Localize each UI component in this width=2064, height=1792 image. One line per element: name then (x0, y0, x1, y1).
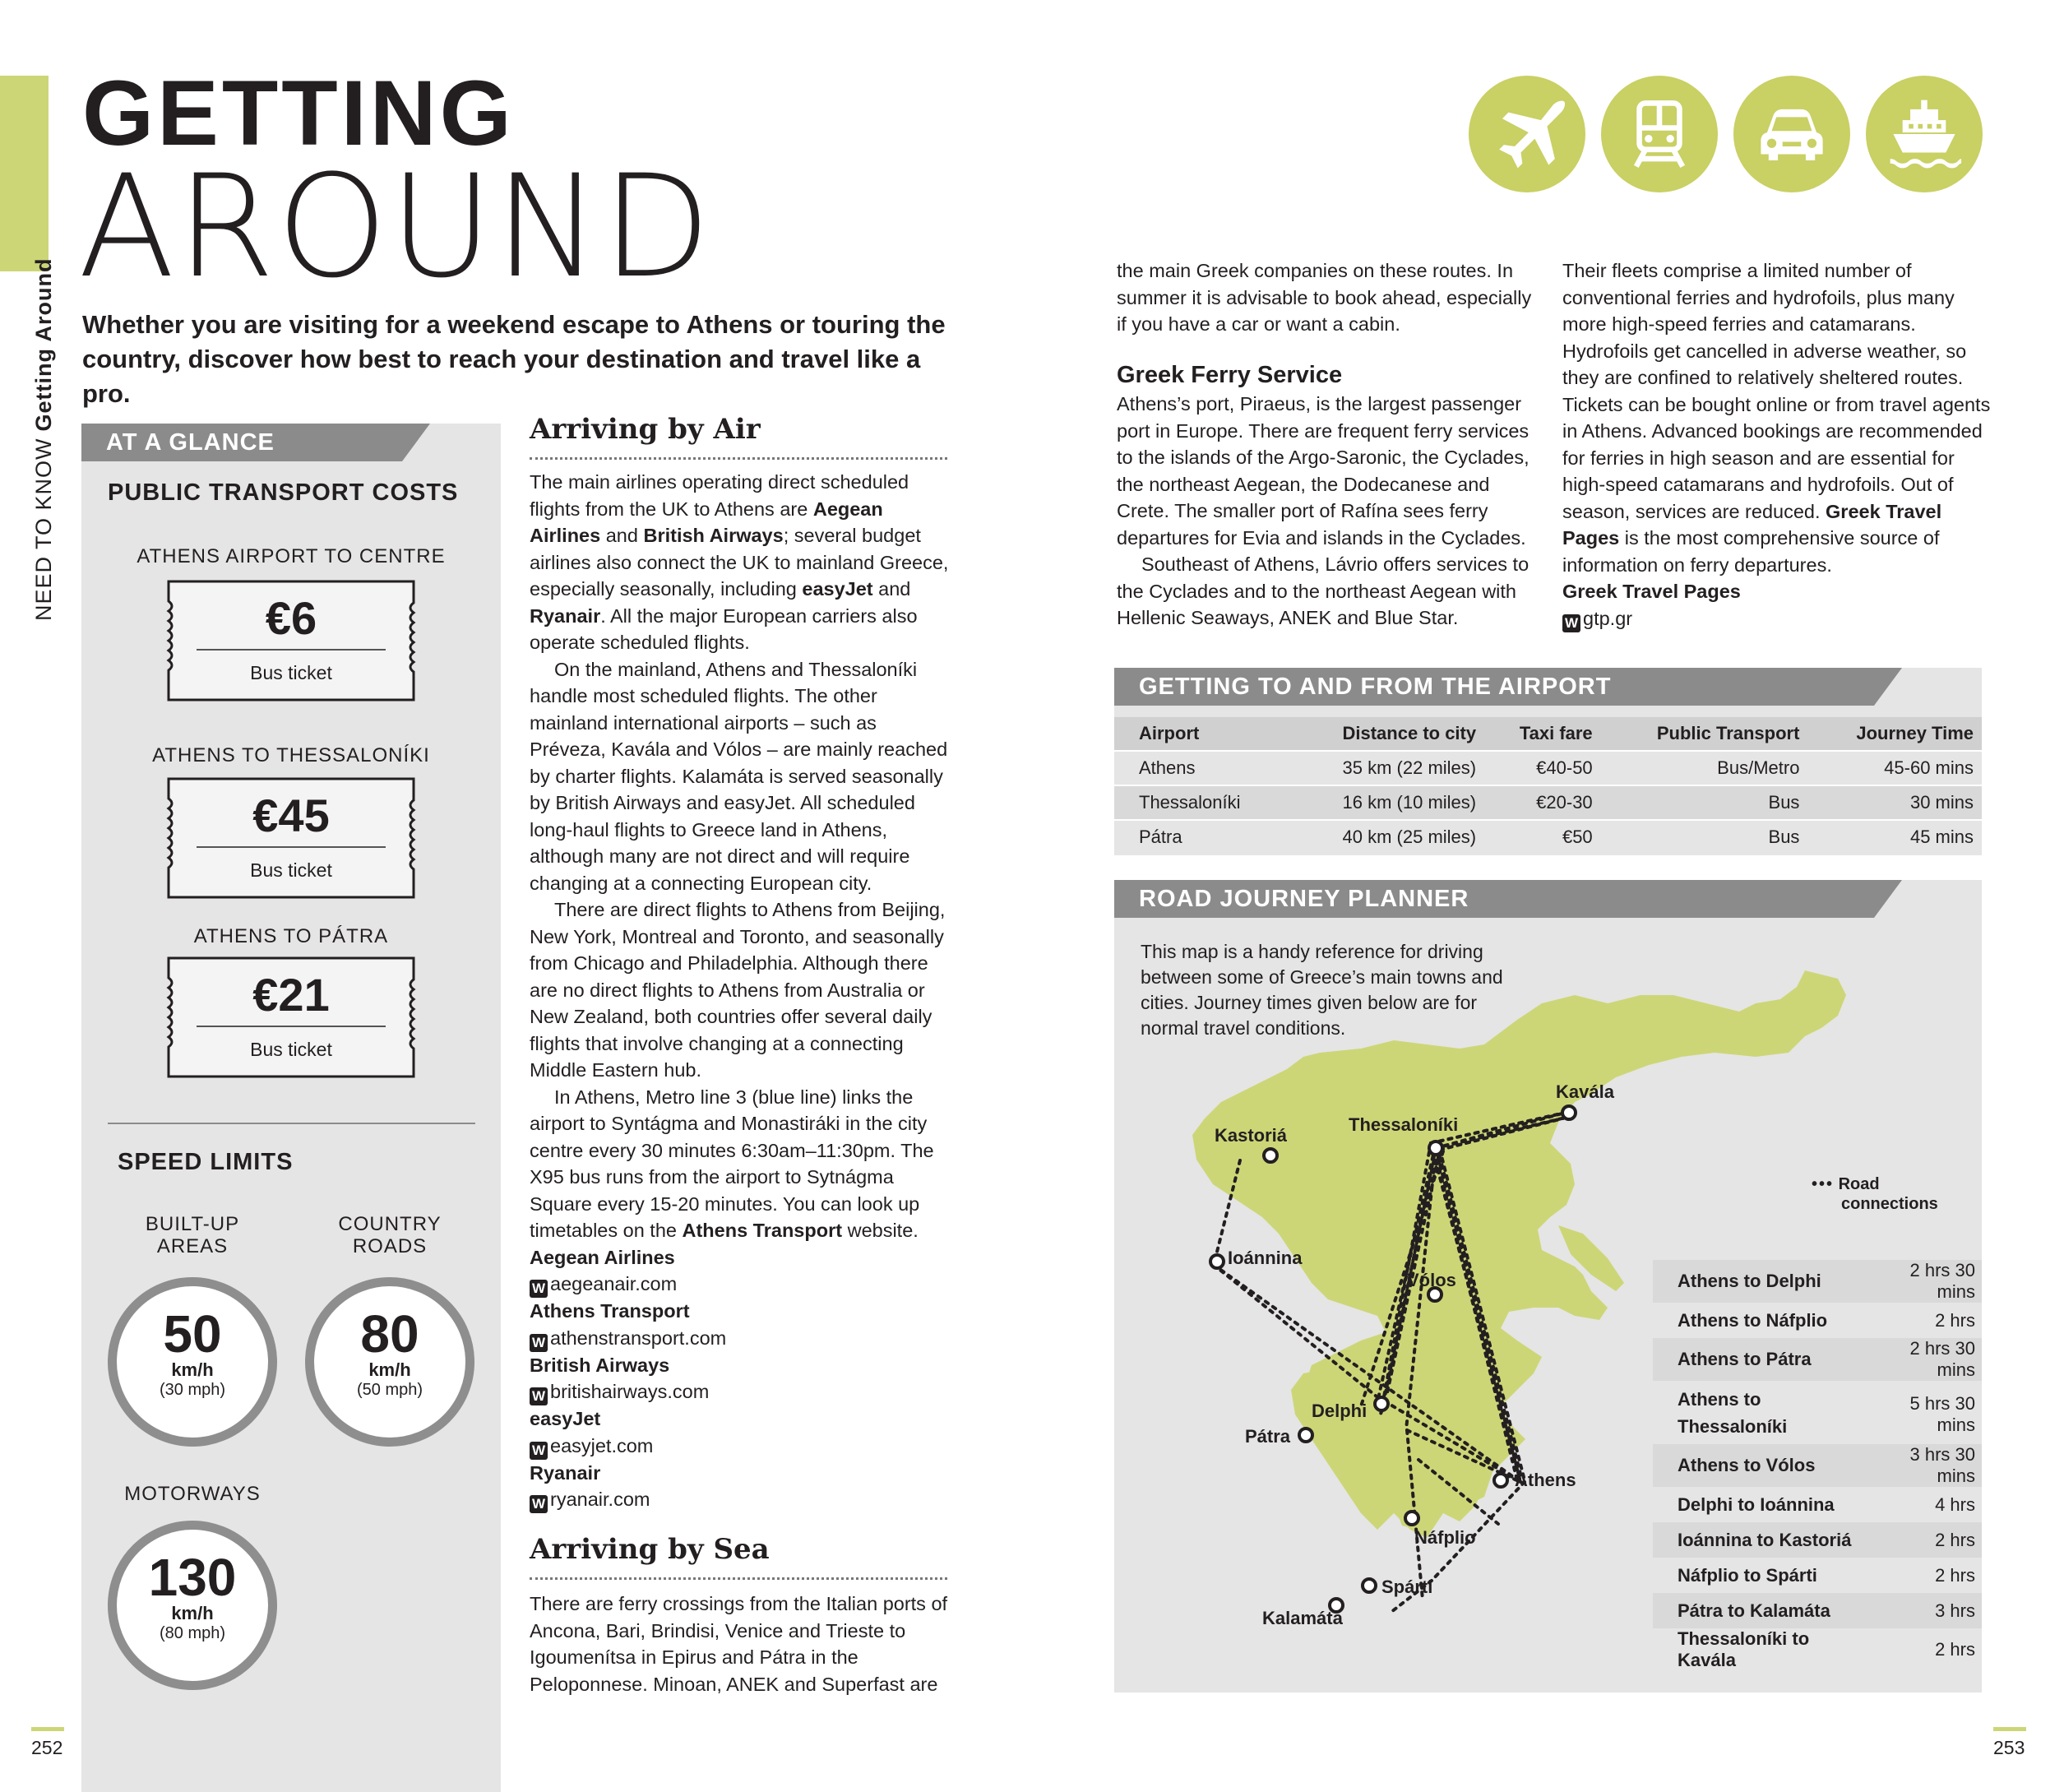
page-title-line1: GETTING (82, 62, 515, 164)
speed-label-line1: COUNTRY (338, 1213, 442, 1235)
legend-line-1: ••• Road (1812, 1175, 1880, 1193)
sea-body: There are ferry crossings from the Italian ports of Ancona, Bari, Brindisi, Venice and Trieste to Igoumenítsa in Epirus and Pátra in the Peloponnese. Minoan, ANEK and Superfast are (530, 1593, 948, 1695)
air-paragraph-2: On the mainland, Athens and Thessaloníki handle most scheduled flights. The other mainland international airports – such as Préveza, Kavála and Vólos – are mainly reached by charter flights. Kalamáta is served seasonally by British Airways and easyJet. All scheduled long-haul flights to Greece land in Athens, although many are not direct and will require changing at a connecting European city. (530, 658, 948, 894)
sea-body-cont: the main Greek companies on these routes. In summer it is advisable to book ahead, especially if you have a car or want a cabin. (1117, 260, 1532, 335)
road-intro: This map is a handy reference for driving between some of Greece’s main towns and cities. Journey times given below are for normal travel conditions. (1141, 941, 1503, 1039)
plane-icon (1469, 76, 1585, 192)
column-header: Airport (1114, 717, 1289, 751)
web-icon: W (530, 1387, 548, 1405)
section-part1: NEED TO KNOW (31, 438, 56, 621)
city-label-delphi: Delphi (1312, 1401, 1368, 1421)
airport-table (1114, 717, 1982, 854)
dotted-line-icon: ••• (1812, 1175, 1835, 1193)
city-label-nafplio: Náfplio (1414, 1527, 1476, 1548)
speed-unit: km/h (171, 1359, 214, 1380)
city-marker-patra (1299, 1429, 1312, 1442)
ticket-divider (197, 846, 386, 848)
city-label-sparti: Spárti (1381, 1577, 1433, 1597)
table-row: Ioánnina to Kastoriá 2 hrs (1653, 1522, 1982, 1558)
air-paragraph-1: The main airlines operating direct scheduled flights from the UK to Athens are Aegean Airlines and British Airways; several budget airlines also connect the UK to mainland Greece, especially seasonally, including easyJet and Ryanair. All the major European carriers also operate scheduled flights. (530, 471, 949, 653)
link-name-ryanair: Ryanair (530, 1461, 601, 1484)
ticket-price-1: €6 (265, 592, 317, 644)
ticket-label-1: Bus ticket (250, 662, 332, 683)
sea-title-rule (530, 1577, 947, 1580)
speed-label-line2: AREAS (156, 1235, 229, 1257)
table-header-row (1114, 717, 1982, 751)
table-row: Pátra 40 km (25 miles) €50 Bus 45 mins (1114, 820, 1982, 854)
speed-value: 80 (360, 1304, 419, 1364)
web-icon: W (530, 1495, 548, 1513)
section-part2: Getting Around (31, 257, 56, 432)
ferry-paragraph-3: Their fleets comprise a limited number of conventional ferries and hydrofoils, plus many more high-speed ferries and catamarans. Hydrofoils get cancelled in adverse weather, so they are confined to relatively sheltered routes. Tickets can be bought online or from travel agents in Athens. Advanced bookings are recommended for ferries in high season and are essential for high-speed catamarans and hydrofoils. Out of season, services are reduced. Greek Travel Pages is the most comprehensive source of information on ferry departures. (1562, 260, 1991, 576)
column-header: Taxi fare (1484, 717, 1601, 751)
city-marker-athens (1494, 1474, 1507, 1487)
link-name-gtp: Greek Travel Pages (1562, 581, 1741, 602)
table-row: Pátra to Kalamáta 3 hrs (1653, 1593, 1982, 1628)
ticket-route-2: ATHENS TO THESSALONÍKI (152, 744, 430, 766)
air-paragraph-4: In Athens, Metro line 3 (blue line) links the airport to Syntágma and Monastiráki in the city centre every 30 minutes 6:30am–11:30pm. The X95 bus runs from the airport to Sytnágma Square every 15-20 minutes. You can look up timetables on the Athens Transport website. (530, 1086, 934, 1241)
sea-title: Arriving by Sea (530, 1533, 770, 1566)
legend-line-2: connections (1841, 1195, 1938, 1213)
web-icon: W (530, 1442, 548, 1460)
ticket-2 (164, 777, 419, 901)
ferry-body (1117, 391, 1544, 632)
air-title-rule (530, 457, 947, 460)
link-british-airways[interactable]: W britishairways.com (530, 1378, 949, 1405)
city-label-kavala: Kavála (1556, 1081, 1614, 1102)
table-row: Athens to Vólos 3 hrs 30 mins (1653, 1444, 1982, 1487)
section-label (31, 258, 57, 622)
ticket-price-3: €21 (252, 969, 330, 1021)
city-label-thessaloniki: Thessaloníki (1349, 1114, 1459, 1135)
link-name-athens-transport: Athens Transport (530, 1300, 690, 1322)
link-gtp[interactable]: W gtp.gr (1562, 605, 1994, 632)
speed-sign-motorways (108, 1521, 277, 1690)
air-paragraph-3: There are direct flights to Athens from Beijing, New York, Montreal and Toronto, and seasonally from Chicago and Philadelphia. Although there are no direct flights to Athens from Australia or New Zealand, both countries offer several daily flights that involve changing at a connecting Middle Eastern hub. (530, 899, 946, 1081)
speed-mph: (80 mph) (159, 1624, 226, 1642)
ticket-3 (164, 956, 419, 1080)
page-number-right: 253 (1993, 1737, 2025, 1758)
ticket-label-3: Bus ticket (250, 1039, 332, 1060)
speed-value: 130 (148, 1548, 237, 1607)
road-banner: ROAD JOURNEY PLANNER (1139, 886, 1469, 912)
speed-mph: (30 mph) (159, 1381, 226, 1399)
page-number-left: 252 (31, 1737, 63, 1758)
ticket-route-1: ATHENS AIRPORT TO CENTRE (137, 545, 446, 567)
city-label-ioannina: Ioánnina (1228, 1248, 1303, 1268)
city-label-kalamata: Kalamáta (1262, 1608, 1343, 1628)
speed-sign-builtup (108, 1277, 277, 1447)
table-row: Náfplio to Spárti 2 hrs (1678, 1564, 1975, 1586)
page-number-bar-right (1993, 1727, 2026, 1731)
link-name-aegean: Aegean Airlines (530, 1246, 675, 1268)
web-icon: W (530, 1280, 548, 1298)
peloponnese-shape (1291, 1361, 1492, 1538)
table-row: Athens to Delphi 2 hrs 30 mins (1653, 1260, 1982, 1303)
link-name-british-airways: British Airways (530, 1354, 670, 1376)
air-title: Arriving by Air (530, 413, 761, 446)
airport-panel (1114, 668, 1982, 855)
speed-label-line1: BUILT-UP (145, 1213, 240, 1235)
table-row: Thessaloníki to Kavála 2 hrs (1678, 1628, 1975, 1670)
speed-limits-heading: SPEED LIMITS (118, 1149, 294, 1175)
ferry-title: Greek Ferry Service (1117, 362, 1343, 388)
speed-label-builtup (114, 1213, 271, 1257)
ticket-route-3: ATHENS TO PÁTRA (193, 925, 389, 947)
column-header: Distance to city (1289, 717, 1484, 751)
table-row: Thessaloníki 16 km (10 miles) €20-30 Bus 30 mins (1114, 785, 1982, 820)
speed-value: 50 (163, 1304, 222, 1364)
city-label-athens: Athens (1515, 1470, 1576, 1490)
speed-mph: (50 mph) (356, 1381, 423, 1399)
ticket-divider (197, 649, 386, 651)
ferry-paragraph-1: Athens’s port, Piraeus, is the largest passenger port in Europe. There are frequent ferry services to the islands of the Argo-Saronic, the Cyclades, the northeast Aegean, the Dodecanese and Crete. The smaller port of Rafína sees ferry departures for Evia and islands in the Cyclades. (1117, 393, 1529, 549)
road-panel (1114, 880, 1982, 1692)
column-header: Journey Time (1807, 717, 1982, 751)
city-label-kastoria: Kastoriá (1215, 1125, 1288, 1146)
city-label-volos: Vólos (1407, 1270, 1456, 1290)
column-header: Public Transport (1601, 717, 1808, 751)
link-athens-transport[interactable]: W athenstransport.com (530, 1325, 949, 1352)
intro-text: Whether you are visiting for a weekend escape to Athens or touring the country, discover how best to reach your destination and travel like a pro. (82, 310, 946, 408)
city-marker-ioannina (1210, 1255, 1224, 1268)
ticket-divider (197, 1026, 386, 1027)
speed-label-country (312, 1213, 468, 1257)
table-row: Athens to Náfplio 2 hrs (1678, 1309, 1975, 1331)
city-marker-kastoria (1264, 1149, 1277, 1162)
transport-costs-heading: PUBLIC TRANSPORT COSTS (108, 479, 459, 506)
table-row: Athens 35 km (22 miles) €40-50 Bus/Metro 45-60 mins (1114, 751, 1982, 785)
transport-icons (1469, 76, 1983, 192)
city-marker-sparti (1363, 1579, 1376, 1592)
at-a-glance-panel (81, 424, 501, 1792)
airport-banner: GETTING TO AND FROM THE AIRPORT (1139, 674, 1612, 700)
ferry-paragraph-2: Southeast of Athens, Lávrio offers services to the Cyclades and to the northeast Aegean with Hellenic Seaways, ANEK and Blue Star. (1117, 553, 1529, 628)
link-name-easyjet: easyJet (530, 1408, 601, 1429)
link-aegean[interactable]: W aegeanair.com (530, 1271, 949, 1298)
journey-table (1653, 1260, 1982, 1671)
web-icon: W (1562, 614, 1580, 632)
ferry-body-cont (1562, 257, 1994, 632)
city-marker-delphi (1375, 1397, 1388, 1410)
city-marker-kavala (1562, 1106, 1576, 1119)
air-body (530, 469, 949, 1513)
page-number-bar-left (31, 1727, 64, 1731)
speed-label-line2: ROADS (352, 1235, 428, 1257)
web-icon: W (530, 1334, 548, 1352)
sidebar-divider (108, 1123, 475, 1124)
city-marker-nafplio (1405, 1512, 1418, 1525)
accent-bar (0, 76, 49, 271)
ticket-1 (164, 580, 419, 703)
ship-icon (1866, 76, 1983, 192)
map-legend (1812, 1174, 1938, 1214)
car-icon (1733, 76, 1850, 192)
table-row: Athens to Thessaloníki 5 hrs 30 mins (1678, 1388, 1975, 1437)
speed-unit: km/h (171, 1603, 214, 1623)
link-ryanair[interactable]: W ryanair.com (530, 1486, 949, 1513)
link-easyjet[interactable]: W easyjet.com (530, 1433, 949, 1460)
city-marker-thessaloniki (1429, 1141, 1442, 1155)
table-row: Athens to Pátra 2 hrs 30 mins (1653, 1338, 1982, 1381)
table-row: Delphi to Ioánnina 4 hrs (1678, 1493, 1975, 1515)
speed-sign-country (305, 1277, 474, 1447)
city-label-patra: Pátra (1245, 1426, 1291, 1447)
ticket-label-2: Bus ticket (250, 859, 332, 881)
train-icon (1601, 76, 1718, 192)
ticket-price-2: €45 (252, 789, 330, 841)
speed-label-motorways: MOTORWAYS (124, 1483, 261, 1505)
speed-unit: km/h (368, 1359, 411, 1380)
page-title-line2: AROUND (78, 144, 713, 309)
at-a-glance-banner: AT A GLANCE (106, 429, 275, 456)
